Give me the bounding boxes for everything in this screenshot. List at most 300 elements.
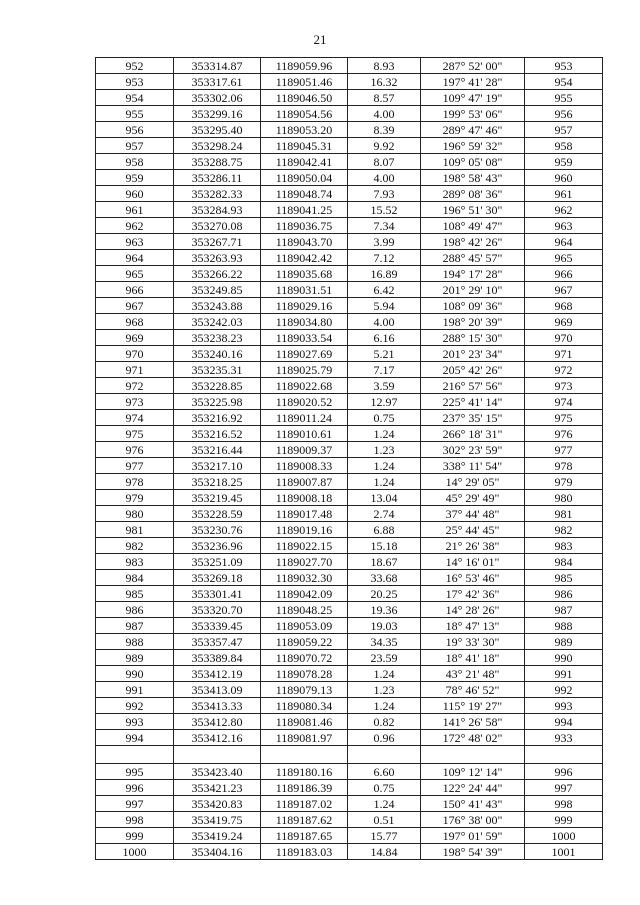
point-number-cell: 991	[96, 682, 174, 698]
next-point-number-cell: 1000	[525, 828, 603, 844]
next-point-number-cell: 980	[525, 490, 603, 506]
distance-cell: 8.93	[348, 58, 421, 74]
x-coordinate-cell: 353419.24	[174, 828, 261, 844]
table-row	[96, 458, 603, 474]
next-point-number-cell: 984	[525, 554, 603, 570]
direction-angle-cell: 197° 01' 59"	[421, 828, 525, 844]
distance-cell: 1.23	[348, 442, 421, 458]
next-point-number-cell: 988	[525, 618, 603, 634]
y-coordinate-cell: 1189027.69	[261, 346, 348, 362]
direction-angle-cell: 198° 42' 26"	[421, 234, 525, 250]
point-number-cell: 998	[96, 812, 174, 828]
table-row	[96, 474, 603, 490]
next-point-number-cell: 990	[525, 650, 603, 666]
point-number-cell: 983	[96, 554, 174, 570]
table-row	[96, 330, 603, 346]
next-point-number-cell: 965	[525, 250, 603, 266]
table-row	[96, 634, 603, 650]
y-coordinate-cell: 1189035.68	[261, 266, 348, 282]
distance-cell: 2.74	[348, 506, 421, 522]
direction-angle-cell: 198° 54' 39"	[421, 844, 525, 860]
next-point-number-cell: 986	[525, 586, 603, 602]
point-number-cell: 964	[96, 250, 174, 266]
x-coordinate-cell: 353270.08	[174, 218, 261, 234]
x-coordinate-cell: 353302.06	[174, 90, 261, 106]
point-number-cell: 981	[96, 522, 174, 538]
y-coordinate-cell: 1189081.46	[261, 714, 348, 730]
table-row	[96, 90, 603, 106]
distance-cell: 0.75	[348, 410, 421, 426]
x-coordinate-cell: 353235.31	[174, 362, 261, 378]
table-row	[96, 138, 603, 154]
empty-cell	[96, 746, 174, 764]
x-coordinate-cell: 353225.98	[174, 394, 261, 410]
separator-row	[96, 746, 603, 764]
point-number-cell: 955	[96, 106, 174, 122]
point-number-cell: 974	[96, 410, 174, 426]
y-coordinate-cell: 1189043.70	[261, 234, 348, 250]
x-coordinate-cell: 353236.96	[174, 538, 261, 554]
x-coordinate-cell: 353339.45	[174, 618, 261, 634]
table-row	[96, 250, 603, 266]
x-coordinate-cell: 353412.19	[174, 666, 261, 682]
direction-angle-cell: 266° 18' 31"	[421, 426, 525, 442]
table-row	[96, 666, 603, 682]
empty-cell	[348, 746, 421, 764]
y-coordinate-cell: 1189032.30	[261, 570, 348, 586]
x-coordinate-cell: 353228.59	[174, 506, 261, 522]
next-point-number-cell: 987	[525, 602, 603, 618]
y-coordinate-cell: 1189029.16	[261, 298, 348, 314]
distance-cell: 6.16	[348, 330, 421, 346]
x-coordinate-cell: 353420.83	[174, 796, 261, 812]
x-coordinate-cell: 353421.23	[174, 780, 261, 796]
direction-angle-cell: 150° 41' 43"	[421, 796, 525, 812]
y-coordinate-cell: 1189048.25	[261, 602, 348, 618]
y-coordinate-cell: 1189180.16	[261, 764, 348, 780]
point-number-cell: 979	[96, 490, 174, 506]
distance-cell: 7.12	[348, 250, 421, 266]
y-coordinate-cell: 1189041.25	[261, 202, 348, 218]
x-coordinate-cell: 353266.22	[174, 266, 261, 282]
distance-cell: 23.59	[348, 650, 421, 666]
next-point-number-cell: 983	[525, 538, 603, 554]
y-coordinate-cell: 1189051.46	[261, 74, 348, 90]
x-coordinate-cell: 353389.84	[174, 650, 261, 666]
point-number-cell: 989	[96, 650, 174, 666]
table-row	[96, 378, 603, 394]
table-row	[96, 796, 603, 812]
next-point-number-cell: 981	[525, 506, 603, 522]
table-row	[96, 122, 603, 138]
next-point-number-cell: 978	[525, 458, 603, 474]
y-coordinate-cell: 1189008.18	[261, 490, 348, 506]
next-point-number-cell: 967	[525, 282, 603, 298]
next-point-number-cell: 979	[525, 474, 603, 490]
table-row	[96, 538, 603, 554]
y-coordinate-cell: 1189010.61	[261, 426, 348, 442]
table-row	[96, 186, 603, 202]
point-number-cell: 968	[96, 314, 174, 330]
distance-cell: 7.93	[348, 186, 421, 202]
y-coordinate-cell: 1189053.09	[261, 618, 348, 634]
direction-angle-cell: 109° 47' 19"	[421, 90, 525, 106]
y-coordinate-cell: 1189042.09	[261, 586, 348, 602]
distance-cell: 34.35	[348, 634, 421, 650]
point-number-cell: 982	[96, 538, 174, 554]
next-point-number-cell: 994	[525, 714, 603, 730]
direction-angle-cell: 198° 20' 39"	[421, 314, 525, 330]
next-point-number-cell: 999	[525, 812, 603, 828]
distance-cell: 20.25	[348, 586, 421, 602]
direction-angle-cell: 109° 05' 08"	[421, 154, 525, 170]
direction-angle-cell: 25° 44' 45"	[421, 522, 525, 538]
point-number-cell: 993	[96, 714, 174, 730]
point-number-cell: 973	[96, 394, 174, 410]
y-coordinate-cell: 1189031.51	[261, 282, 348, 298]
y-coordinate-cell: 1189019.16	[261, 522, 348, 538]
direction-angle-cell: 108° 09' 36"	[421, 298, 525, 314]
point-number-cell: 978	[96, 474, 174, 490]
direction-angle-cell: 14° 16' 01"	[421, 554, 525, 570]
x-coordinate-cell: 353317.61	[174, 74, 261, 90]
distance-cell: 16.89	[348, 266, 421, 282]
distance-cell: 3.59	[348, 378, 421, 394]
distance-cell: 1.23	[348, 682, 421, 698]
x-coordinate-cell: 353286.11	[174, 170, 261, 186]
point-number-cell: 977	[96, 458, 174, 474]
x-coordinate-cell: 353413.09	[174, 682, 261, 698]
y-coordinate-cell: 1189017.48	[261, 506, 348, 522]
next-point-number-cell: 969	[525, 314, 603, 330]
table-row	[96, 780, 603, 796]
next-point-number-cell: 957	[525, 122, 603, 138]
direction-angle-cell: 78° 46' 52"	[421, 682, 525, 698]
table-row	[96, 58, 603, 74]
point-number-cell: 956	[96, 122, 174, 138]
distance-cell: 6.88	[348, 522, 421, 538]
direction-angle-cell: 199° 53' 06"	[421, 106, 525, 122]
y-coordinate-cell: 1189025.79	[261, 362, 348, 378]
direction-angle-cell: 18° 41' 18"	[421, 650, 525, 666]
next-point-number-cell: 997	[525, 780, 603, 796]
x-coordinate-cell: 353298.24	[174, 138, 261, 154]
direction-angle-cell: 45° 29' 49"	[421, 490, 525, 506]
y-coordinate-cell: 1189053.20	[261, 122, 348, 138]
coordinates-table	[95, 57, 603, 860]
page-number: 21	[313, 32, 327, 47]
point-number-cell: 987	[96, 618, 174, 634]
y-coordinate-cell: 1189187.65	[261, 828, 348, 844]
point-number-cell: 966	[96, 282, 174, 298]
table-row	[96, 570, 603, 586]
point-number-cell: 962	[96, 218, 174, 234]
direction-angle-cell: 287° 52' 00"	[421, 58, 525, 74]
y-coordinate-cell: 1189186.39	[261, 780, 348, 796]
direction-angle-cell: 198° 58' 43"	[421, 170, 525, 186]
x-coordinate-cell: 353219.45	[174, 490, 261, 506]
y-coordinate-cell: 1189034.80	[261, 314, 348, 330]
distance-cell: 15.52	[348, 202, 421, 218]
x-coordinate-cell: 353288.75	[174, 154, 261, 170]
table-row	[96, 218, 603, 234]
x-coordinate-cell: 353217.10	[174, 458, 261, 474]
table-row	[96, 522, 603, 538]
next-point-number-cell: 975	[525, 410, 603, 426]
next-point-number-cell: 964	[525, 234, 603, 250]
x-coordinate-cell: 353216.92	[174, 410, 261, 426]
x-coordinate-cell: 353357.47	[174, 634, 261, 650]
distance-cell: 1.24	[348, 426, 421, 442]
table-row	[96, 298, 603, 314]
distance-cell: 12.97	[348, 394, 421, 410]
point-number-cell: 988	[96, 634, 174, 650]
next-point-number-cell: 993	[525, 698, 603, 714]
next-point-number-cell: 963	[525, 218, 603, 234]
distance-cell: 5.21	[348, 346, 421, 362]
direction-angle-cell: 196° 59' 32"	[421, 138, 525, 154]
point-number-cell: 994	[96, 730, 174, 746]
table-row	[96, 410, 603, 426]
next-point-number-cell: 956	[525, 106, 603, 122]
distance-cell: 33.68	[348, 570, 421, 586]
x-coordinate-cell: 353249.85	[174, 282, 261, 298]
direction-angle-cell: 21° 26' 38"	[421, 538, 525, 554]
point-number-cell: 958	[96, 154, 174, 170]
next-point-number-cell: 991	[525, 666, 603, 682]
distance-cell: 7.17	[348, 362, 421, 378]
table-row	[96, 586, 603, 602]
point-number-cell: 971	[96, 362, 174, 378]
next-point-number-cell: 1001	[525, 844, 603, 860]
next-point-number-cell: 971	[525, 346, 603, 362]
x-coordinate-cell: 353269.18	[174, 570, 261, 586]
direction-angle-cell: 289° 08' 36"	[421, 186, 525, 202]
direction-angle-cell: 18° 47' 13"	[421, 618, 525, 634]
direction-angle-cell: 43° 21' 48"	[421, 666, 525, 682]
next-point-number-cell: 973	[525, 378, 603, 394]
point-number-cell: 995	[96, 764, 174, 780]
point-number-cell: 972	[96, 378, 174, 394]
direction-angle-cell: 225° 41' 14"	[421, 394, 525, 410]
x-coordinate-cell: 353284.93	[174, 202, 261, 218]
table-row	[96, 394, 603, 410]
next-point-number-cell: 989	[525, 634, 603, 650]
direction-angle-cell: 176° 38' 00"	[421, 812, 525, 828]
direction-angle-cell: 115° 19' 27"	[421, 698, 525, 714]
table-row	[96, 650, 603, 666]
distance-cell: 7.34	[348, 218, 421, 234]
x-coordinate-cell: 353419.75	[174, 812, 261, 828]
table-row	[96, 170, 603, 186]
x-coordinate-cell: 353314.87	[174, 58, 261, 74]
y-coordinate-cell: 1189009.37	[261, 442, 348, 458]
table-row	[96, 314, 603, 330]
distance-cell: 19.03	[348, 618, 421, 634]
y-coordinate-cell: 1189048.74	[261, 186, 348, 202]
direction-angle-cell: 196° 51' 30"	[421, 202, 525, 218]
next-point-number-cell: 976	[525, 426, 603, 442]
direction-angle-cell: 17° 42' 36"	[421, 586, 525, 602]
distance-cell: 4.00	[348, 314, 421, 330]
y-coordinate-cell: 1189046.50	[261, 90, 348, 106]
table-row	[96, 490, 603, 506]
distance-cell: 6.60	[348, 764, 421, 780]
point-number-cell: 1000	[96, 844, 174, 860]
y-coordinate-cell: 1189022.68	[261, 378, 348, 394]
distance-cell: 1.24	[348, 796, 421, 812]
distance-cell: 15.77	[348, 828, 421, 844]
direction-angle-cell: 201° 23' 34"	[421, 346, 525, 362]
y-coordinate-cell: 1189050.04	[261, 170, 348, 186]
point-number-cell: 957	[96, 138, 174, 154]
distance-cell: 16.32	[348, 74, 421, 90]
y-coordinate-cell: 1189054.56	[261, 106, 348, 122]
next-point-number-cell: 972	[525, 362, 603, 378]
table-row	[96, 426, 603, 442]
x-coordinate-cell: 353320.70	[174, 602, 261, 618]
table-row	[96, 74, 603, 90]
point-number-cell: 952	[96, 58, 174, 74]
next-point-number-cell: 966	[525, 266, 603, 282]
table-row	[96, 844, 603, 860]
table-row	[96, 682, 603, 698]
empty-cell	[525, 746, 603, 764]
table-row	[96, 266, 603, 282]
x-coordinate-cell: 353251.09	[174, 554, 261, 570]
distance-cell: 0.75	[348, 780, 421, 796]
x-coordinate-cell: 353230.76	[174, 522, 261, 538]
x-coordinate-cell: 353243.88	[174, 298, 261, 314]
next-point-number-cell: 962	[525, 202, 603, 218]
x-coordinate-cell: 353216.52	[174, 426, 261, 442]
point-number-cell: 967	[96, 298, 174, 314]
direction-angle-cell: 14° 28' 26"	[421, 602, 525, 618]
distance-cell: 6.42	[348, 282, 421, 298]
point-number-cell: 963	[96, 234, 174, 250]
table-row	[96, 234, 603, 250]
x-coordinate-cell: 353282.33	[174, 186, 261, 202]
y-coordinate-cell: 1189080.34	[261, 698, 348, 714]
direction-angle-cell: 201° 29' 10"	[421, 282, 525, 298]
x-coordinate-cell: 353263.93	[174, 250, 261, 266]
distance-cell: 8.39	[348, 122, 421, 138]
y-coordinate-cell: 1189079.13	[261, 682, 348, 698]
next-point-number-cell: 998	[525, 796, 603, 812]
x-coordinate-cell: 353228.85	[174, 378, 261, 394]
direction-angle-cell: 237° 35' 15"	[421, 410, 525, 426]
x-coordinate-cell: 353413.33	[174, 698, 261, 714]
direction-angle-cell: 14° 29' 05"	[421, 474, 525, 490]
table-row	[96, 202, 603, 218]
next-point-number-cell: 968	[525, 298, 603, 314]
point-number-cell: 961	[96, 202, 174, 218]
direction-angle-cell: 302° 23' 59"	[421, 442, 525, 458]
distance-cell: 8.57	[348, 90, 421, 106]
point-number-cell: 999	[96, 828, 174, 844]
point-number-cell: 954	[96, 90, 174, 106]
next-point-number-cell: 970	[525, 330, 603, 346]
next-point-number-cell: 974	[525, 394, 603, 410]
point-number-cell: 985	[96, 586, 174, 602]
direction-angle-cell: 141° 26' 58"	[421, 714, 525, 730]
direction-angle-cell: 172° 48' 02"	[421, 730, 525, 746]
next-point-number-cell: 961	[525, 186, 603, 202]
next-point-number-cell: 985	[525, 570, 603, 586]
y-coordinate-cell: 1189042.42	[261, 250, 348, 266]
x-coordinate-cell: 353423.40	[174, 764, 261, 780]
distance-cell: 0.82	[348, 714, 421, 730]
point-number-cell: 959	[96, 170, 174, 186]
next-point-number-cell: 996	[525, 764, 603, 780]
point-number-cell: 992	[96, 698, 174, 714]
next-point-number-cell: 954	[525, 74, 603, 90]
point-number-cell: 969	[96, 330, 174, 346]
y-coordinate-cell: 1189033.54	[261, 330, 348, 346]
table-row	[96, 602, 603, 618]
x-coordinate-cell: 353240.16	[174, 346, 261, 362]
point-number-cell: 960	[96, 186, 174, 202]
table-row	[96, 506, 603, 522]
next-point-number-cell: 933	[525, 730, 603, 746]
y-coordinate-cell: 1189022.15	[261, 538, 348, 554]
point-number-cell: 976	[96, 442, 174, 458]
x-coordinate-cell: 353267.71	[174, 234, 261, 250]
y-coordinate-cell: 1189059.22	[261, 634, 348, 650]
y-coordinate-cell: 1189011.24	[261, 410, 348, 426]
direction-angle-cell: 205° 42' 26"	[421, 362, 525, 378]
direction-angle-cell: 16° 53' 46"	[421, 570, 525, 586]
direction-angle-cell: 194° 17' 28"	[421, 266, 525, 282]
direction-angle-cell: 338° 11' 54"	[421, 458, 525, 474]
distance-cell: 14.84	[348, 844, 421, 860]
distance-cell: 1.24	[348, 458, 421, 474]
point-number-cell: 984	[96, 570, 174, 586]
table-row	[96, 828, 603, 844]
y-coordinate-cell: 1189036.75	[261, 218, 348, 234]
y-coordinate-cell: 1189045.31	[261, 138, 348, 154]
x-coordinate-cell: 353412.80	[174, 714, 261, 730]
table-row	[96, 764, 603, 780]
distance-cell: 1.24	[348, 698, 421, 714]
table-row	[96, 282, 603, 298]
point-number-cell: 996	[96, 780, 174, 796]
direction-angle-cell: 122° 24' 44"	[421, 780, 525, 796]
y-coordinate-cell: 1189020.52	[261, 394, 348, 410]
distance-cell: 1.24	[348, 666, 421, 682]
direction-angle-cell: 216° 57' 56"	[421, 378, 525, 394]
next-point-number-cell: 960	[525, 170, 603, 186]
table-row	[96, 154, 603, 170]
next-point-number-cell: 958	[525, 138, 603, 154]
point-number-cell: 990	[96, 666, 174, 682]
table-row	[96, 698, 603, 714]
point-number-cell: 986	[96, 602, 174, 618]
y-coordinate-cell: 1189081.97	[261, 730, 348, 746]
empty-cell	[421, 746, 525, 764]
direction-angle-cell: 288° 45' 57"	[421, 250, 525, 266]
distance-cell: 8.07	[348, 154, 421, 170]
distance-cell: 3.99	[348, 234, 421, 250]
table-row	[96, 618, 603, 634]
x-coordinate-cell: 353412.16	[174, 730, 261, 746]
direction-angle-cell: 108° 49' 47"	[421, 218, 525, 234]
empty-cell	[174, 746, 261, 764]
distance-cell: 19.36	[348, 602, 421, 618]
next-point-number-cell: 992	[525, 682, 603, 698]
x-coordinate-cell: 353218.25	[174, 474, 261, 490]
y-coordinate-cell: 1189027.70	[261, 554, 348, 570]
